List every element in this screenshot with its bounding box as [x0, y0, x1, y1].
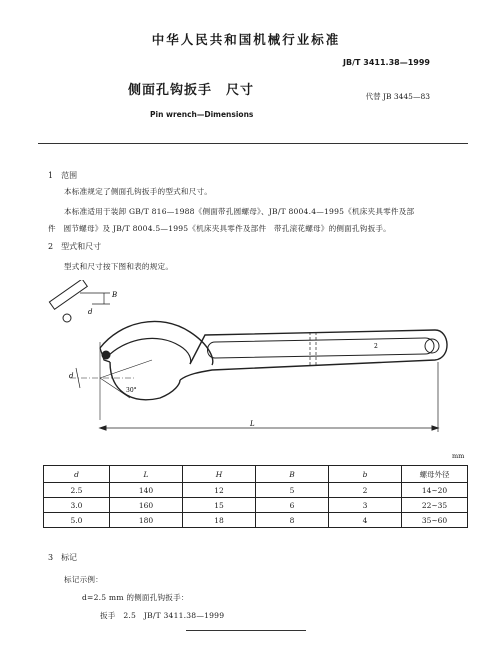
cell: 5 — [256, 483, 329, 498]
cell: 4 — [329, 513, 402, 528]
header-b: b — [329, 466, 402, 483]
table-row — [44, 483, 468, 498]
cell: 35~60 — [402, 513, 468, 528]
section-1-heading: 1 范围 — [48, 171, 78, 180]
label-L: L — [250, 420, 255, 428]
cell: 180 — [110, 513, 183, 528]
header-B: B — [256, 466, 329, 483]
section-2-paragraph: 型式和尺寸按下图和表的规定。 — [64, 262, 174, 271]
hook-outer-curve — [100, 321, 213, 365]
cell: 22~35 — [402, 498, 468, 513]
table-row — [44, 498, 468, 513]
label-d-detail: d — [88, 308, 93, 316]
hook-lower-curve — [110, 362, 180, 400]
handle-slot — [208, 338, 435, 358]
label-B: B — [112, 291, 118, 299]
cell: 140 — [110, 483, 183, 498]
standard-number: JB/T 3411.38—1999 — [343, 58, 430, 67]
cell: 3 — [329, 498, 402, 513]
hook-inner-curve — [106, 338, 191, 364]
cell: 15 — [183, 498, 256, 513]
cell: 160 — [110, 498, 183, 513]
cell: 14~20 — [402, 483, 468, 498]
header-nut-diameter: 螺母外径 — [402, 466, 468, 483]
pin-detail-circle — [63, 314, 71, 322]
replaces-note: 代替 JB 3445—83 — [365, 92, 430, 101]
header-rule — [38, 143, 468, 144]
cell: 2.5 — [44, 483, 110, 498]
cell: 5.0 — [44, 513, 110, 528]
hook-pin — [102, 351, 110, 359]
cell: 12 — [183, 483, 256, 498]
cell: 6 — [256, 498, 329, 513]
section-1-paragraph-2b: 件 圆节螺母》及 JB/T 8004.5—1995《机床夹具零件及部件 带孔滚花螺母》的侧面孔钩扳手。 — [48, 224, 391, 233]
english-title: Pin wrench—Dimensions — [150, 110, 254, 119]
header-L: L — [110, 466, 183, 483]
label-30deg: 30° — [126, 387, 137, 394]
dimension-table — [43, 465, 468, 528]
end-rule — [186, 630, 306, 631]
section-1-paragraph-1: 本标准规定了侧面孔钩扳手的型式和尺寸。 — [64, 187, 213, 196]
handle-outline — [180, 330, 447, 380]
section-2-heading: 2 型式和尺寸 — [48, 242, 102, 251]
marking-example-desc: d=2.5 mm 的侧面孔钩扳手： — [82, 593, 189, 602]
header-d: d — [44, 466, 110, 483]
cell: 3.0 — [44, 498, 110, 513]
cell: 18 — [183, 513, 256, 528]
pin-detail-outline — [49, 280, 87, 309]
label-d-hook: d — [69, 372, 74, 380]
cell: 2 — [329, 483, 402, 498]
table-header-row — [44, 466, 468, 483]
section-3-heading: 3 标记 — [48, 553, 78, 562]
table-unit: mm — [452, 452, 465, 460]
section-1-paragraph-2a: 本标准适用于装卸 GB/T 816—1988《侧面带孔圆螺母》、JB/T 8004.4—1995《机床夹具零件及部 — [64, 207, 415, 216]
marking-example-label: 标记示例： — [64, 575, 103, 584]
pin-wrench-drawing — [40, 280, 470, 440]
cell: 8 — [256, 513, 329, 528]
table-row — [44, 513, 468, 528]
marking-example-mark: 扳手 2.5 JB/T 3411.38—1999 — [100, 611, 225, 620]
label-2: 2 — [374, 343, 378, 350]
standard-org-heading: 中华人民共和国机械行业标准 — [151, 32, 341, 47]
header-H: H — [183, 466, 256, 483]
document-title: 侧面孔钩扳手 尺寸 — [128, 83, 255, 98]
